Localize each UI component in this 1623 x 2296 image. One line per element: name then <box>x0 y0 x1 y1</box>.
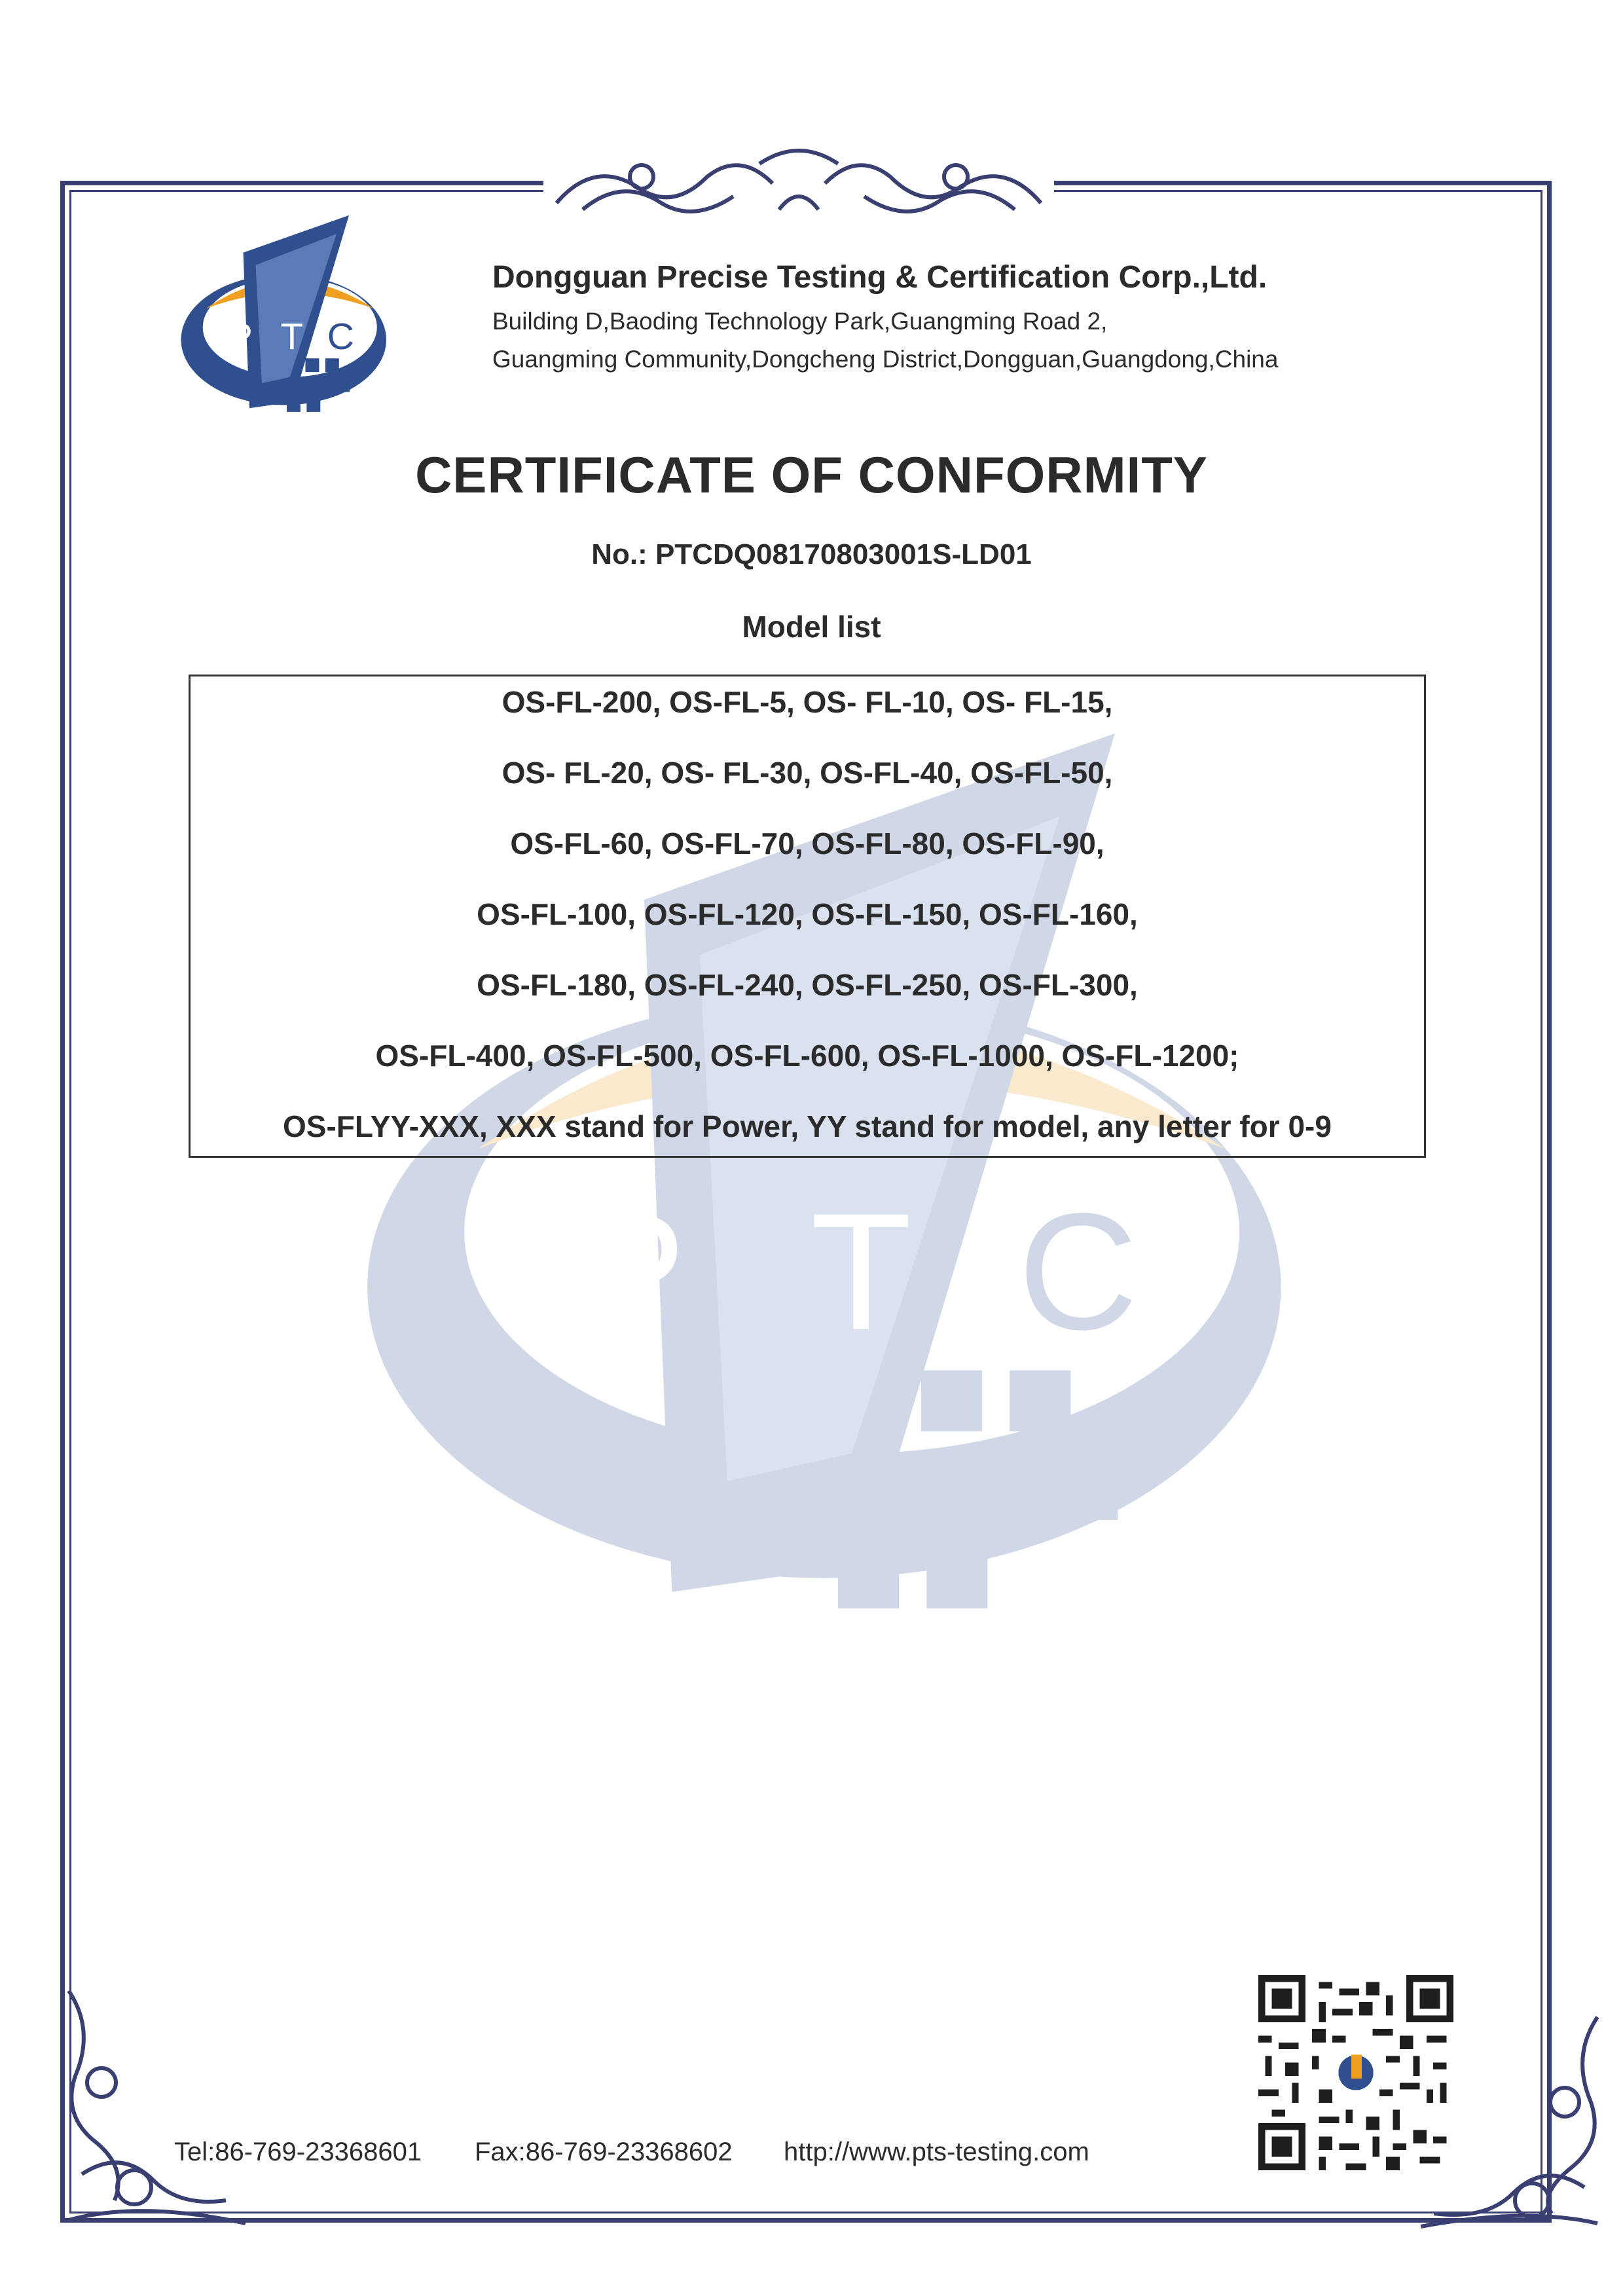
logo-letter-c: C <box>327 316 354 358</box>
model-list-box <box>189 675 1426 1158</box>
footer-url-link[interactable]: http://www.pts-testing.com <box>784 2138 1089 2166</box>
model-line-6: OS-FL-400, OS-FL-500, OS-FL-600, OS-FL-1000, OS-FL-1200; <box>375 1039 1239 1073</box>
logo-letter-p: P <box>227 316 253 358</box>
bottom-left-ornament-icon <box>56 1978 252 2233</box>
certificate-title: CERTIFICATE OF CONFORMITY <box>415 446 1208 504</box>
model-line-1: OS-FL-200, OS-FL-5, OS- FL-10, OS- FL-15, <box>501 685 1113 719</box>
address-line-2: Guangming Community,Dongcheng District,Dongguan,Guangdong,China <box>492 346 1279 373</box>
watermark-letter-c: C <box>1017 1178 1139 1365</box>
qr-code-icon <box>1258 1975 1453 2170</box>
watermark-letter-t: T <box>810 1178 912 1365</box>
logo-letter-t: T <box>280 316 304 358</box>
footer-tel: Tel:86-769-23368601 <box>174 2138 422 2166</box>
certificate-number: No.: PTCDQ08170803001S-LD01 <box>591 538 1032 570</box>
model-line-7: OS-FLYY-XXX, XXX stand for Power, YY stand for model, any letter for 0-9 <box>283 1109 1332 1143</box>
address-line-1: Building D,Baoding Technology Park,Guangming Road 2, <box>492 308 1108 335</box>
model-line-3: OS-FL-60, OS-FL-70, OS-FL-80, OS-FL-90, <box>510 826 1104 861</box>
model-list-heading: Model list <box>742 610 881 644</box>
watermark-letter-p: P <box>575 1178 686 1365</box>
model-line-4: OS-FL-100, OS-FL-120, OS-FL-150, OS-FL-160, <box>477 897 1138 931</box>
top-ornament-icon <box>543 138 1054 229</box>
model-line-5: OS-FL-180, OS-FL-240, OS-FL-250, OS-FL-300, <box>477 968 1138 1002</box>
company-name: Dongguan Precise Testing & Certification Corp.,Ltd. <box>492 260 1267 295</box>
model-line-2: OS- FL-20, OS- FL-30, OS-FL-40, OS-FL-50, <box>501 756 1113 790</box>
ptc-logo <box>162 213 411 435</box>
footer-fax: Fax:86-769-23368602 <box>475 2138 733 2166</box>
